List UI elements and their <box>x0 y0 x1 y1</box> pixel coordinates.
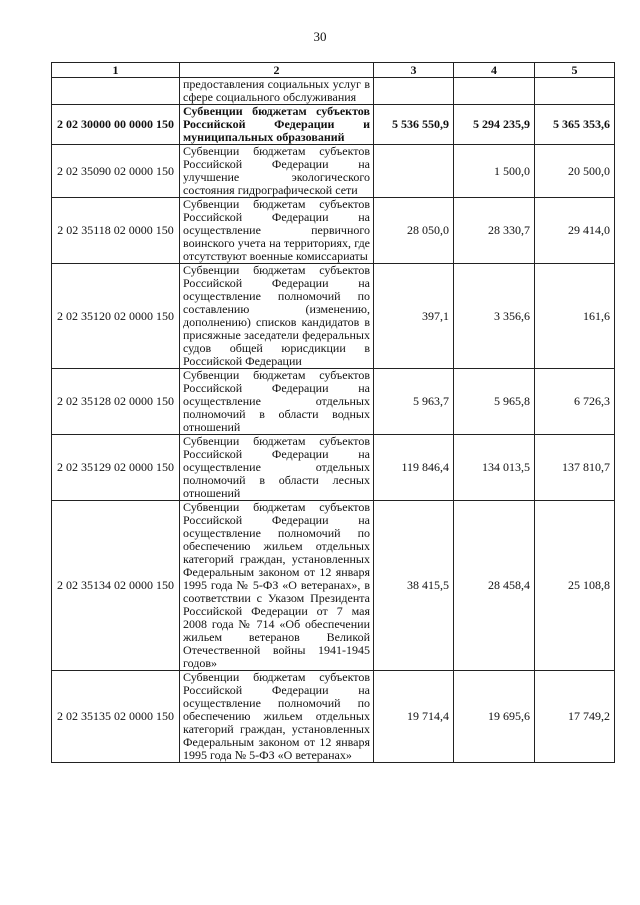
table-row <box>52 671 615 763</box>
value-col-4: 19 695,6 <box>454 671 535 763</box>
header-row <box>52 63 615 78</box>
value-col-3: 5 536 550,9 <box>374 105 454 145</box>
value-col-5: 25 108,8 <box>535 501 615 671</box>
budget-code: 2 02 35118 02 0000 150 <box>52 198 180 264</box>
value-col-4: 1 500,0 <box>454 145 535 198</box>
budget-code: 2 02 35128 02 0000 150 <box>52 369 180 435</box>
value-col-4: 28 330,7 <box>454 198 535 264</box>
value-col-3 <box>374 78 454 105</box>
header-col-4: 4 <box>454 63 535 78</box>
value-col-4: 28 458,4 <box>454 501 535 671</box>
budget-code: 2 02 35135 02 0000 150 <box>52 671 180 763</box>
value-col-5: 6 726,3 <box>535 369 615 435</box>
header-col-1: 1 <box>52 63 180 78</box>
row-description: Субвенции бюджетам субъектов Российской Федерации на осуществление полномочий по обеспечению жильем отдельных категорий граждан, установленных Федеральным законом от 12 января 1995 года № 5-ФЗ «О ветеранах», в соответствии с Указом Президента Российской Федерации от 7 мая 2008 года № 714 «Об обеспечении жильем ветеранов Великой Отечественной войны 1941-1945 годов» <box>180 501 374 671</box>
row-description: Субвенции бюджетам субъектов Российской Федерации на осуществление полномочий по обеспечению жильем отдельных категорий граждан, установленных Федеральным законом от 12 января 1995 года № 5-ФЗ «О ветеранах» <box>180 671 374 763</box>
budget-table <box>51 62 615 763</box>
table-row <box>52 145 615 198</box>
value-col-3: 119 846,4 <box>374 435 454 501</box>
value-col-5: 161,6 <box>535 264 615 369</box>
value-col-3: 28 050,0 <box>374 198 454 264</box>
value-col-5: 137 810,7 <box>535 435 615 501</box>
value-col-4: 5 294 235,9 <box>454 105 535 145</box>
value-col-3: 38 415,5 <box>374 501 454 671</box>
row-description: Субвенции бюджетам субъектов Российской Федерации на осуществление первичного воинского учета на территориях, где отсутствуют военные комиссариаты <box>180 198 374 264</box>
budget-code: 2 02 30000 00 0000 150 <box>52 105 180 145</box>
value-col-4: 5 965,8 <box>454 369 535 435</box>
header-col-5: 5 <box>535 63 615 78</box>
value-col-5: 17 749,2 <box>535 671 615 763</box>
budget-code: 2 02 35134 02 0000 150 <box>52 501 180 671</box>
header-col-2: 2 <box>180 63 374 78</box>
budget-code: 2 02 35120 02 0000 150 <box>52 264 180 369</box>
row-description: Субвенции бюджетам субъектов Российской Федерации на осуществление отдельных полномочий в области водных отношений <box>180 369 374 435</box>
value-col-3 <box>374 145 454 198</box>
budget-code <box>52 78 180 105</box>
table-row <box>52 198 615 264</box>
table-row <box>52 435 615 501</box>
value-col-3: 5 963,7 <box>374 369 454 435</box>
value-col-5: 29 414,0 <box>535 198 615 264</box>
value-col-3: 19 714,4 <box>374 671 454 763</box>
table-row <box>52 501 615 671</box>
value-col-5: 20 500,0 <box>535 145 615 198</box>
row-description: Субвенции бюджетам субъектов Российской Федерации на осуществление полномочий по составлению (изменению, дополнению) списков кандидатов в присяжные заседатели федеральных судов общей юрисдикции в Российской Федерации <box>180 264 374 369</box>
table-row <box>52 78 615 105</box>
value-col-5 <box>535 78 615 105</box>
table-row <box>52 264 615 369</box>
row-description: Субвенции бюджетам субъектов Российской Федерации на улучшение экологического состояния гидрографической сети <box>180 145 374 198</box>
value-col-5: 5 365 353,6 <box>535 105 615 145</box>
header-col-3: 3 <box>374 63 454 78</box>
value-col-4: 134 013,5 <box>454 435 535 501</box>
value-col-4: 3 356,6 <box>454 264 535 369</box>
budget-code: 2 02 35090 02 0000 150 <box>52 145 180 198</box>
row-description: Субвенции бюджетам субъектов Российской Федерации и муниципальных образований <box>180 105 374 145</box>
value-col-3: 397,1 <box>374 264 454 369</box>
table-row <box>52 369 615 435</box>
budget-code: 2 02 35129 02 0000 150 <box>52 435 180 501</box>
row-description: Субвенции бюджетам субъектов Российской Федерации на осуществление отдельных полномочий в области лесных отношений <box>180 435 374 501</box>
table-row-total <box>52 105 615 145</box>
value-col-4 <box>454 78 535 105</box>
page-number: 30 <box>313 29 327 44</box>
row-description: предоставления социальных услуг в сфере социального обслуживания <box>180 78 374 105</box>
